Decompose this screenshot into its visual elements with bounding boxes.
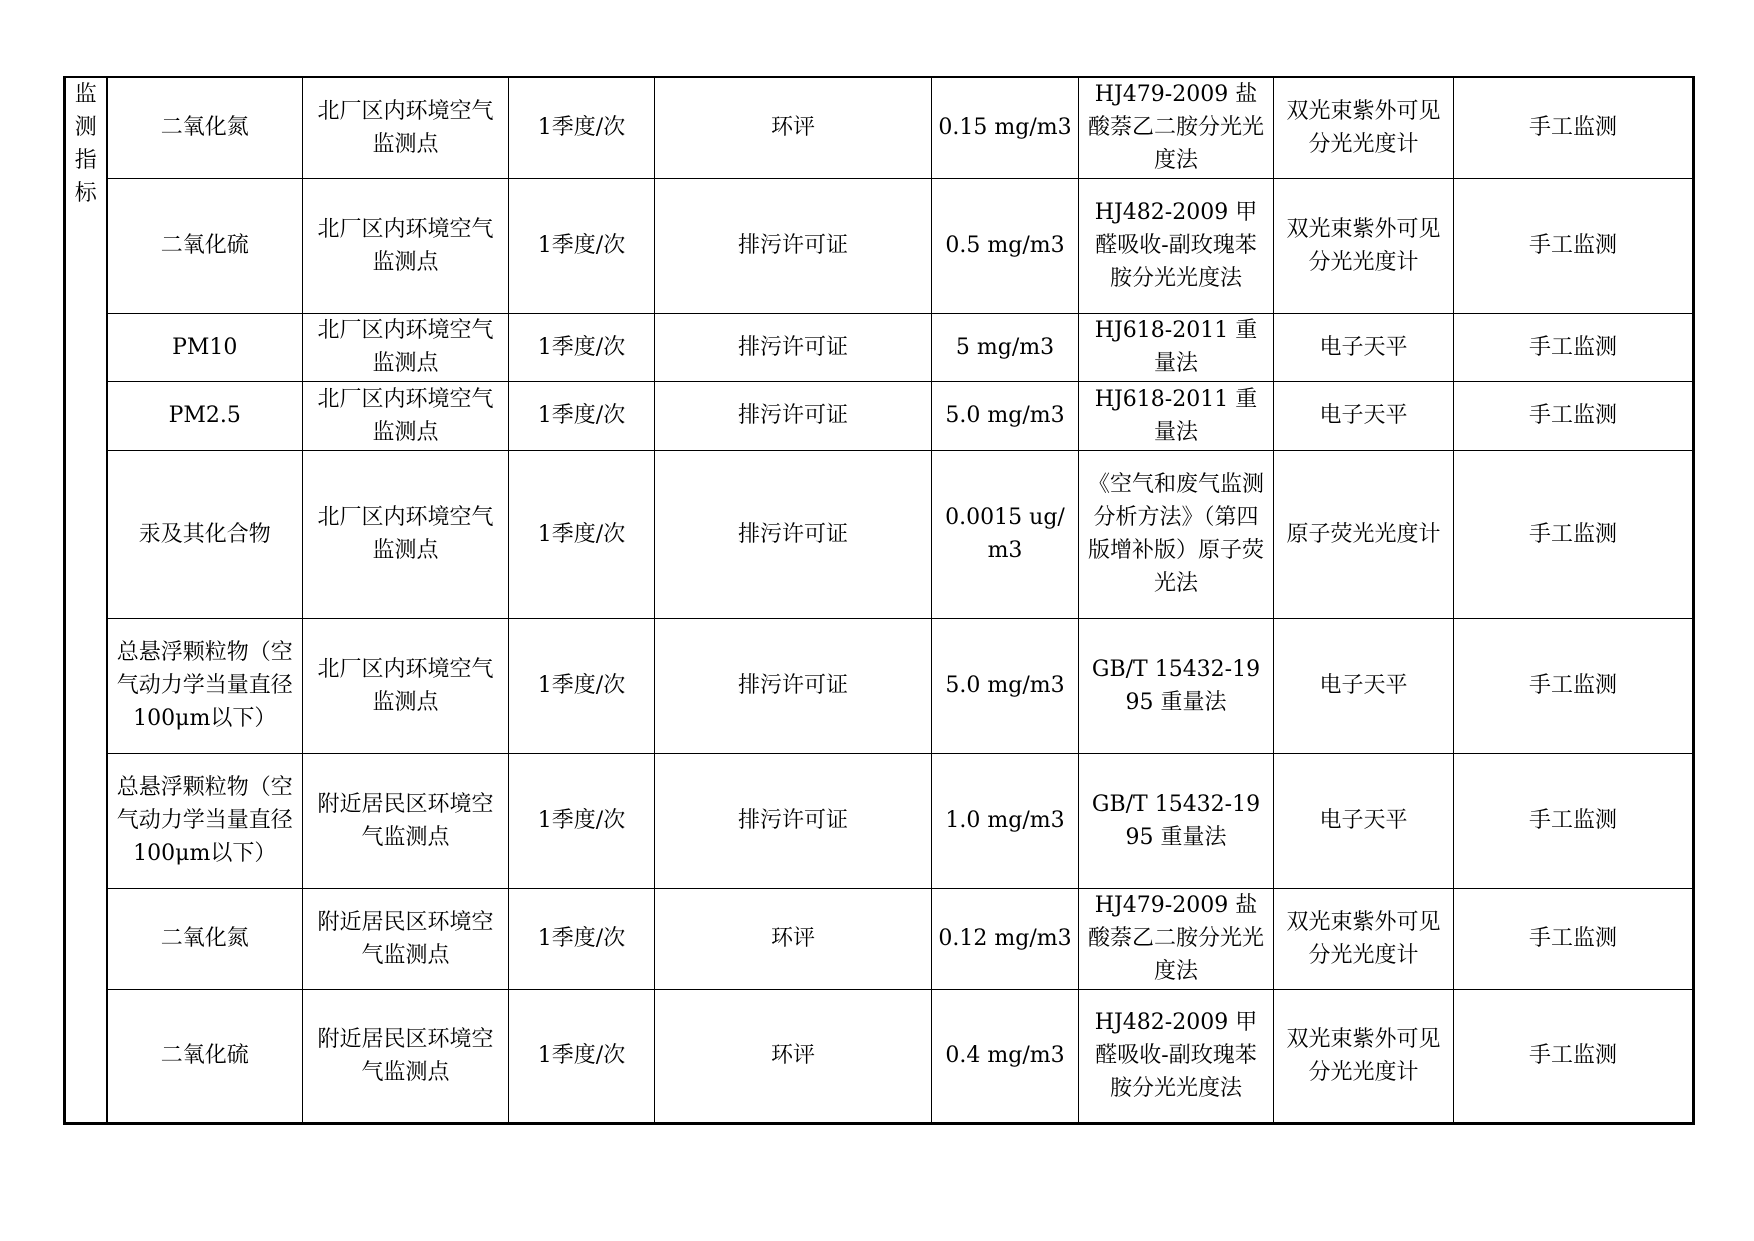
method-cell: HJ479-2009 盐酸萘乙二胺分光光度法 xyxy=(1079,77,1274,178)
location-cell: 北厂区内环境空气监测点 xyxy=(303,77,509,178)
instrument-cell: 双光束紫外可见分光光度计 xyxy=(1274,77,1454,178)
location-cell: 北厂区内环境空气监测点 xyxy=(303,381,509,450)
method-cell: HJ479-2009 盐酸萘乙二胺分光光度法 xyxy=(1079,888,1274,989)
frequency-cell: 1季度/次 xyxy=(509,450,655,618)
category-cell xyxy=(65,77,107,1123)
item-cell: 二氧化硫 xyxy=(107,178,303,313)
item-cell: 总悬浮颗粒物（空气动力学当量直径100μm以下） xyxy=(107,618,303,753)
limit-cell: 0.12 mg/m3 xyxy=(932,888,1079,989)
table-row xyxy=(65,313,1694,381)
limit-cell: 0.4 mg/m3 xyxy=(932,989,1079,1123)
instrument-cell: 电子天平 xyxy=(1274,753,1454,888)
mode-cell: 手工监测 xyxy=(1454,450,1694,618)
basis-cell: 排污许可证 xyxy=(655,450,932,618)
frequency-cell: 1季度/次 xyxy=(509,888,655,989)
frequency-cell: 1季度/次 xyxy=(509,178,655,313)
instrument-cell: 电子天平 xyxy=(1274,313,1454,381)
basis-cell: 排污许可证 xyxy=(655,381,932,450)
method-cell: HJ618-2011 重量法 xyxy=(1079,313,1274,381)
table-row xyxy=(65,450,1694,618)
location-cell: 附近居民区环境空气监测点 xyxy=(303,753,509,888)
table-row xyxy=(65,77,1694,178)
frequency-cell: 1季度/次 xyxy=(509,618,655,753)
basis-cell: 排污许可证 xyxy=(655,618,932,753)
item-cell: PM2.5 xyxy=(107,381,303,450)
item-cell: 二氧化氮 xyxy=(107,888,303,989)
mode-cell: 手工监测 xyxy=(1454,178,1694,313)
instrument-cell: 双光束紫外可见分光光度计 xyxy=(1274,989,1454,1123)
instrument-cell: 原子荧光光度计 xyxy=(1274,450,1454,618)
table-row xyxy=(65,178,1694,313)
mode-cell: 手工监测 xyxy=(1454,989,1694,1123)
method-cell: GB/T 15432-1995 重量法 xyxy=(1079,753,1274,888)
instrument-cell: 电子天平 xyxy=(1274,381,1454,450)
mode-cell: 手工监测 xyxy=(1454,381,1694,450)
table-row xyxy=(65,381,1694,450)
location-cell: 北厂区内环境空气监测点 xyxy=(303,313,509,381)
mode-cell: 手工监测 xyxy=(1454,618,1694,753)
method-cell: 《空气和废气监测分析方法》（第四版增补版）原子荧光法 xyxy=(1079,450,1274,618)
item-cell: 汞及其化合物 xyxy=(107,450,303,618)
table-row xyxy=(65,888,1694,989)
frequency-cell: 1季度/次 xyxy=(509,753,655,888)
limit-cell: 5 mg/m3 xyxy=(932,313,1079,381)
mode-cell: 手工监测 xyxy=(1454,753,1694,888)
location-cell: 北厂区内环境空气监测点 xyxy=(303,450,509,618)
instrument-cell: 电子天平 xyxy=(1274,618,1454,753)
frequency-cell: 1季度/次 xyxy=(509,381,655,450)
table-row xyxy=(65,989,1694,1123)
instrument-cell: 双光束紫外可见分光光度计 xyxy=(1274,888,1454,989)
method-cell: GB/T 15432-1995 重量法 xyxy=(1079,618,1274,753)
basis-cell: 排污许可证 xyxy=(655,753,932,888)
location-cell: 附近居民区环境空气监测点 xyxy=(303,888,509,989)
method-cell: HJ482-2009 甲醛吸收-副玫瑰苯胺分光光度法 xyxy=(1079,178,1274,313)
item-cell: 总悬浮颗粒物（空气动力学当量直径100μm以下） xyxy=(107,753,303,888)
item-cell: 二氧化硫 xyxy=(107,989,303,1123)
category-label: 监测指标 xyxy=(74,82,97,206)
limit-cell: 0.0015 ug/m3 xyxy=(932,450,1079,618)
instrument-cell: 双光束紫外可见分光光度计 xyxy=(1274,178,1454,313)
location-cell: 附近居民区环境空气监测点 xyxy=(303,989,509,1123)
limit-cell: 0.15 mg/m3 xyxy=(932,77,1079,178)
frequency-cell: 1季度/次 xyxy=(509,989,655,1123)
location-cell: 北厂区内环境空气监测点 xyxy=(303,178,509,313)
monitoring-table xyxy=(63,76,1695,1125)
basis-cell: 环评 xyxy=(655,989,932,1123)
limit-cell: 1.0 mg/m3 xyxy=(932,753,1079,888)
mode-cell: 手工监测 xyxy=(1454,313,1694,381)
basis-cell: 排污许可证 xyxy=(655,313,932,381)
method-cell: HJ618-2011 重量法 xyxy=(1079,381,1274,450)
table-row xyxy=(65,753,1694,888)
basis-cell: 环评 xyxy=(655,77,932,178)
location-cell: 北厂区内环境空气监测点 xyxy=(303,618,509,753)
basis-cell: 环评 xyxy=(655,888,932,989)
mode-cell: 手工监测 xyxy=(1454,77,1694,178)
limit-cell: 0.5 mg/m3 xyxy=(932,178,1079,313)
mode-cell: 手工监测 xyxy=(1454,888,1694,989)
method-cell: HJ482-2009 甲醛吸收-副玫瑰苯胺分光光度法 xyxy=(1079,989,1274,1123)
frequency-cell: 1季度/次 xyxy=(509,77,655,178)
item-cell: PM10 xyxy=(107,313,303,381)
limit-cell: 5.0 mg/m3 xyxy=(932,381,1079,450)
table-row xyxy=(65,618,1694,753)
item-cell: 二氧化氮 xyxy=(107,77,303,178)
limit-cell: 5.0 mg/m3 xyxy=(932,618,1079,753)
frequency-cell: 1季度/次 xyxy=(509,313,655,381)
basis-cell: 排污许可证 xyxy=(655,178,932,313)
